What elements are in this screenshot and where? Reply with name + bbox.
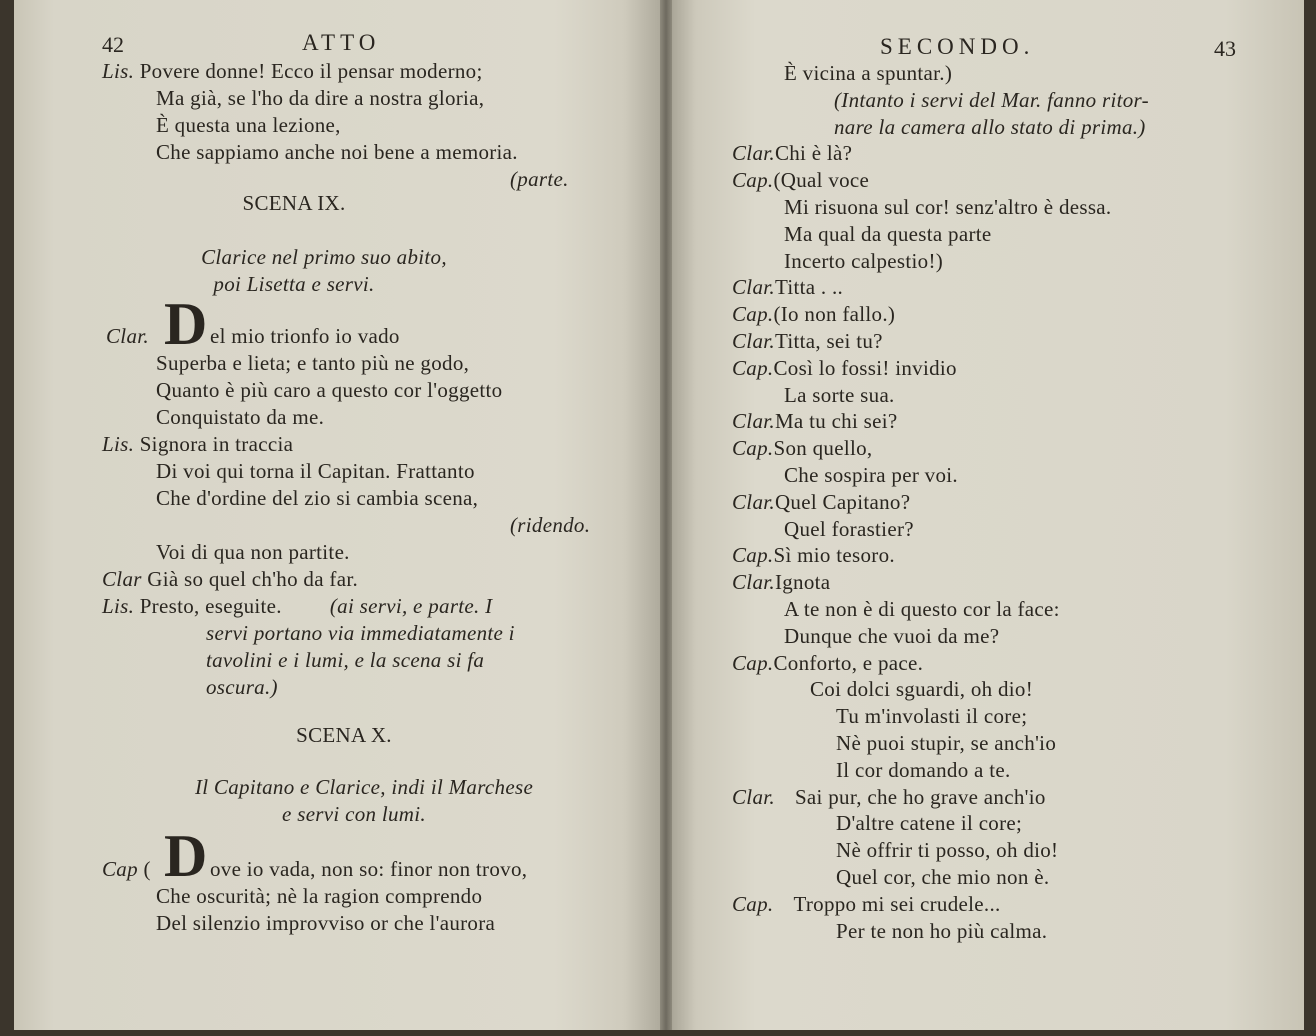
stage-direction: servi portano via immediatamente i xyxy=(206,621,515,645)
speaker-label: Clar. xyxy=(732,409,775,434)
text-line: Cap.(Io non fallo.) xyxy=(732,302,896,327)
text-line: Clar.Ma tu chi sei? xyxy=(732,409,898,434)
text-line: Clar.Titta, sei tu? xyxy=(732,329,883,353)
text-line: Lis. Presto, eseguite. (ai servi, e parte. I xyxy=(102,594,493,618)
text-line: È questa una lezione, xyxy=(156,113,341,137)
text-line: Clar.Quel Capitano? xyxy=(732,489,911,514)
speaker-label: Clar. xyxy=(732,141,775,166)
text-line: Superba e lieta; e tanto più ne godo, xyxy=(156,351,470,375)
scene-title: SCENA IX. xyxy=(242,191,346,215)
text-line: Clar. Sai pur, che ho grave anch'io xyxy=(732,784,1046,809)
speaker-label: Clar. xyxy=(732,275,775,300)
text-line: Ma qual da questa parte xyxy=(784,221,992,246)
text-line: Di voi qui torna il Capitan. Frattanto xyxy=(156,459,475,483)
text-line: Quanto è più caro a questo cor l'oggetto xyxy=(156,378,503,402)
text-line: Cap.(Qual voce xyxy=(732,168,870,193)
stage-direction: Clarice nel primo suo abito, xyxy=(201,245,447,269)
text-line: Cap.Sì mio tesoro. xyxy=(732,543,895,568)
drop-cap: D xyxy=(164,823,208,889)
text-line: La sorte sua. xyxy=(784,382,895,407)
text-line: Cap.Conforto, e pace. xyxy=(732,650,924,675)
text-line: nare la camera allo stato di prima.) xyxy=(834,114,1146,139)
text-line: ove io vada, non so: finor non trovo, xyxy=(210,857,528,881)
stage-direction: (parte. xyxy=(510,167,569,191)
text-line: Clar.Chi è là? xyxy=(732,141,853,166)
left-page xyxy=(14,0,666,1030)
text-line: Cap ( xyxy=(102,857,151,881)
text-line: Del silenzio improvviso or che l'aurora xyxy=(156,911,496,935)
speaker-label: Cap. xyxy=(732,650,774,675)
right-page xyxy=(666,0,1304,1030)
text-line: Cap. Troppo mi sei crudele... xyxy=(732,891,1001,916)
speaker-label: Lis. xyxy=(102,594,135,618)
stage-direction: (ridendo. xyxy=(510,513,591,537)
stage-direction: e servi con lumi. xyxy=(282,802,426,826)
text-line: Voi di qua non partite. xyxy=(156,540,350,564)
text-line: Cap.Così lo fossi! invidio xyxy=(732,355,957,380)
running-header: ATTO xyxy=(302,30,381,55)
stage-direction: (ai servi, e parte. I xyxy=(329,594,493,618)
speaker-label: Cap. xyxy=(732,891,774,916)
text-line: Nè offrir ti posso, oh dio! xyxy=(836,838,1059,863)
text-line: È vicina a spuntar.) xyxy=(784,61,953,85)
text-line: Clar.Titta . .. xyxy=(732,275,844,300)
text-line: el mio trionfo io vado xyxy=(210,324,400,348)
book-gutter xyxy=(660,0,672,1030)
text-line: A te non è di questo cor la face: xyxy=(784,597,1060,621)
speaker-label: Cap. xyxy=(732,355,774,380)
stage-direction: Il Capitano e Clarice, indi il Marchese xyxy=(194,775,534,799)
text-line: Per te non ho più calma. xyxy=(836,918,1048,943)
page-number: 42 xyxy=(102,32,124,57)
speaker-label: Cap. xyxy=(732,168,774,193)
text-line: Clar.Ignota xyxy=(732,570,831,595)
speaker-label: Clar. xyxy=(732,489,775,514)
stage-direction: oscura.) xyxy=(206,675,278,699)
speaker-label: Clar. xyxy=(106,324,149,348)
text-line: Lis. Signora in traccia xyxy=(102,432,294,456)
drop-cap: D xyxy=(164,291,208,357)
running-header: SECONDO. xyxy=(880,34,1035,59)
speaker-label: Clar. xyxy=(732,570,775,595)
speaker-label: Cap xyxy=(102,857,138,881)
text-line: Che oscurità; nè la ragion comprendo xyxy=(156,884,483,908)
text-line: Nè puoi stupir, se anch'io xyxy=(836,731,1057,755)
text-line: (Intanto i servi del Mar. fanno ritor- xyxy=(834,87,1149,112)
text-line: Mi risuona sul cor! senz'altro è dessa. xyxy=(784,195,1112,219)
speaker-label: Clar. xyxy=(732,329,775,353)
text-line: Ma già, se l'ho da dire a nostra gloria, xyxy=(156,86,485,110)
text-line: Che sappiamo anche noi bene a memoria. xyxy=(156,140,518,164)
text-line: Coi dolci sguardi, oh dio! xyxy=(810,677,1034,702)
scene-title: SCENA X. xyxy=(296,723,392,747)
text-line: Quel cor, che mio non è. xyxy=(836,865,1050,889)
text-line: Il cor domando a te. xyxy=(836,757,1011,782)
stage-direction: poi Lisetta e servi. xyxy=(213,272,375,296)
speaker-label: Lis. xyxy=(102,432,135,456)
text-line: Clar Già so quel ch'ho da far. xyxy=(102,567,359,591)
text-line xyxy=(106,323,149,349)
text-line: Cap.Son quello, xyxy=(732,436,873,461)
text-line: D'altre catene il core; xyxy=(836,811,1023,836)
text-line: Dunque che vuoi da me? xyxy=(784,623,1000,648)
speaker-label: Cap. xyxy=(732,436,774,461)
page-number: 43 xyxy=(1214,36,1236,61)
speaker-label: Clar xyxy=(102,567,142,591)
speaker-label: Lis. xyxy=(102,59,135,83)
speaker-label: Clar. xyxy=(732,784,775,809)
text-line: Incerto calpestio!) xyxy=(784,248,944,273)
text-line: Lis. Povere donne! Ecco il pensar moderno; xyxy=(102,59,483,83)
text-line: Che d'ordine del zio si cambia scena, xyxy=(156,486,479,510)
speaker-label: Cap. xyxy=(732,543,774,568)
text-line: Che sospira per voi. xyxy=(784,463,958,487)
text-line: Quel forastier? xyxy=(784,516,914,541)
speaker-label: Cap. xyxy=(732,302,774,327)
text-line: Tu m'involasti il core; xyxy=(836,704,1028,729)
text-line: Conquistato da me. xyxy=(156,405,325,429)
stage-direction: tavolini e i lumi, e la scena si fa xyxy=(206,648,485,672)
